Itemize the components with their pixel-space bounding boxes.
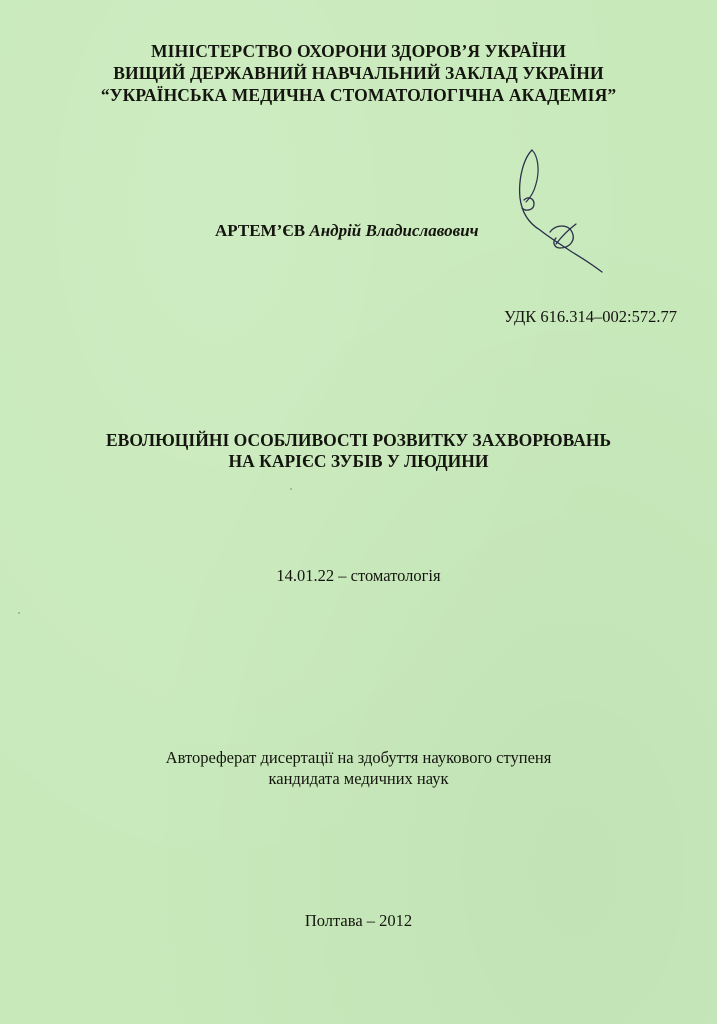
specialty-code: 14.01.22 – стоматологія — [276, 566, 441, 585]
title-line-1: ЕВОЛЮЦІЙНІ ОСОБЛИВОСТІ РОЗВИТКУ ЗАХВОРЮВАНЬ — [105, 430, 612, 450]
higher-education-line: ВИЩИЙ ДЕРЖАВНИЙ НАВЧАЛЬНИЙ ЗАКЛАД УКРАЇНИ — [113, 63, 604, 83]
abstract-line-2: кандидата медичних наук — [268, 769, 449, 788]
abstract-line-1: Автореферат дисертації на здобуття наукового ступеня — [165, 748, 552, 767]
handwritten-signature — [510, 148, 620, 278]
author-name — [215, 221, 479, 241]
udk-code: УДК 616.314–002:572.77 — [504, 307, 677, 326]
academy-name-line: “УКРАЇНСЬКА МЕДИЧНА СТОМАТОЛОГІЧНА АКАДЕМІЯ” — [100, 85, 617, 105]
author-surname: АРТЕМ’ЄВ — [215, 221, 306, 240]
abstract-description — [0, 747, 717, 789]
institution-header — [0, 40, 717, 106]
paper-speck — [290, 488, 292, 490]
ministry-line: МІНІСТЕРСТВО ОХОРОНИ ЗДОРОВ’Я УКРАЇНИ — [151, 41, 566, 61]
title-line-2: НА КАРІЄС ЗУБІВ У ЛЮДИНИ — [228, 451, 489, 471]
place-and-year: Полтава – 2012 — [304, 911, 413, 930]
paper-speck — [18, 612, 20, 614]
dissertation-title — [0, 430, 717, 472]
author-first-names: Андрій Владиславович — [309, 221, 479, 240]
